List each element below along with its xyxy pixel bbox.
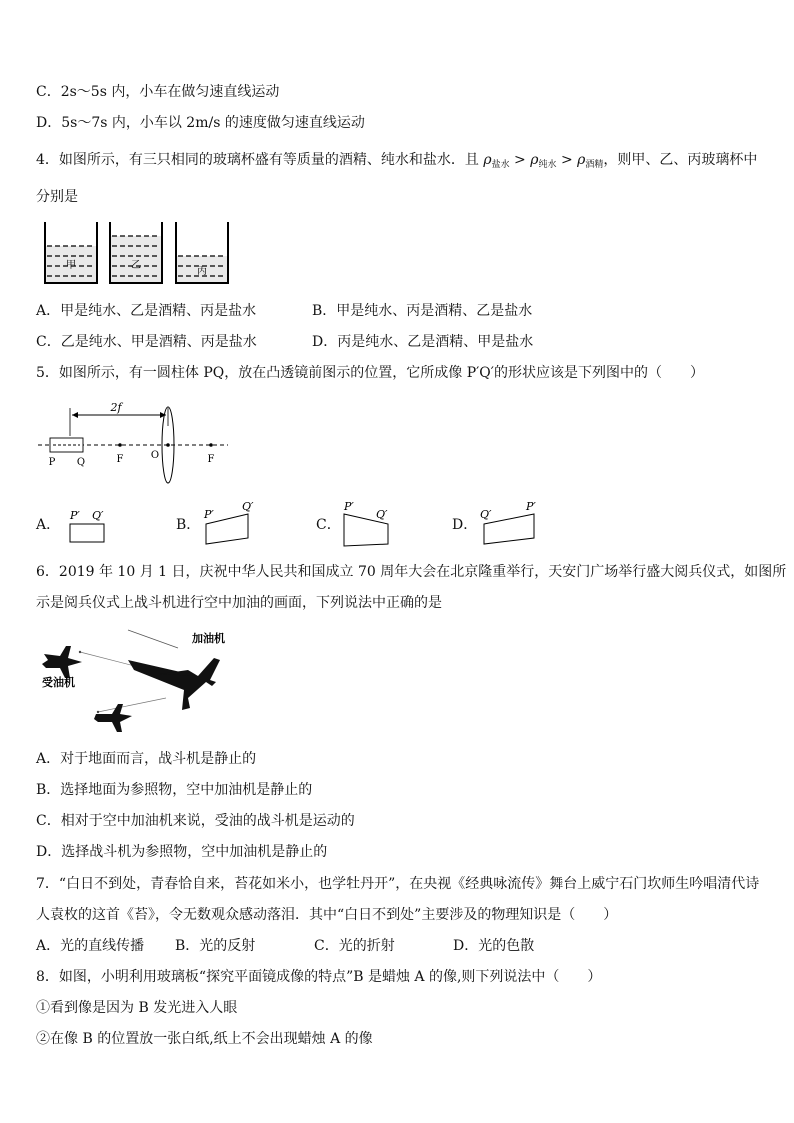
q7-option-c: C．光的折射 xyxy=(314,938,395,954)
q5-option-a-letter: A． xyxy=(36,517,61,533)
rho-symbol: ρ xyxy=(577,152,586,168)
q4-option-a: A．甲是纯水、乙是酒精、丙是盐水 xyxy=(36,303,257,319)
density-subscript-alcohol: 酒精 xyxy=(585,160,604,170)
option-d-p: P′ xyxy=(526,500,536,513)
cup-label-bing: 丙 xyxy=(197,266,207,277)
option-c-q: Q′ xyxy=(376,508,388,521)
cup-label-jia: 甲 xyxy=(66,260,76,271)
label-tanker: 加油机 xyxy=(192,632,225,645)
label-f-right: F xyxy=(207,454,215,465)
q5-option-d-letter: D． xyxy=(452,517,478,533)
q5-option-b-shape xyxy=(198,496,268,552)
q6-stem-line2: 示是阅兵仪式上战斗机进行空中加油的画面，下列说法中正确的是 xyxy=(36,595,442,611)
q7-option-d: D．光的色散 xyxy=(453,938,535,954)
q5-option-b-letter: B． xyxy=(176,517,201,533)
q8-statement-1: ①看到像是因为 B 发光进入人眼 xyxy=(36,1000,238,1016)
q8-stem: 8．如图，小明利用玻璃板“探究平面镜成像的特点”B 是蜡烛 A 的像,则下列说法中（ ） xyxy=(36,969,602,985)
q5-option-c-letter: C． xyxy=(316,517,341,533)
cup-label-yi: 乙 xyxy=(131,260,141,271)
rho-symbol: ρ xyxy=(483,152,492,168)
q6-option-c: C．相对于空中加油机来说，受油的战斗机是运动的 xyxy=(36,813,355,829)
q7-stem-line1: 7．“白日不到处，青春恰自来，苔花如米小，也学牡丹开”，在央视《经典咏流传》舞台上威宁石门坎师生吟唱清代诗 xyxy=(36,876,760,892)
q5-option-d-shape xyxy=(474,496,546,552)
greater-than: > xyxy=(556,152,578,168)
option-c-p: P′ xyxy=(344,500,354,513)
label-o: O xyxy=(150,450,160,461)
two-f-label: 2f xyxy=(110,401,122,414)
cup-yi xyxy=(110,222,162,283)
q4-option-d: D．丙是纯水、乙是酒精、甲是盐水 xyxy=(312,334,534,350)
q5-lens-diagram xyxy=(36,398,236,488)
q4-stem-end: ，则甲、乙、丙玻璃杯中 xyxy=(603,152,758,168)
label-q: Q xyxy=(76,457,86,468)
option-a-p: P′ xyxy=(70,509,80,522)
fighter-jet-icon-bottom xyxy=(94,704,132,732)
cup-bing xyxy=(176,222,228,283)
q4-cups-figure xyxy=(40,218,240,288)
q7-option-a: A．光的直线传播 xyxy=(36,938,145,954)
q7-option-b: B．光的反射 xyxy=(175,938,256,954)
rho-symbol: ρ xyxy=(530,152,539,168)
fighter-jet-icon-left xyxy=(42,646,82,678)
q6-stem-line1: 6．2019 年 10 月 1 日，庆祝中华人民共和国成立 70 周年大会在北京隆重举行，天安门广场举行盛大阅兵仪式，如图所 xyxy=(36,564,787,580)
density-subscript-purewater: 纯水 xyxy=(538,160,557,170)
q4-stem-text: 4．如图所示，有三只相同的玻璃杯盛有等质量的酒精、纯水和盐水．且 xyxy=(36,152,484,168)
q5-option-c-shape xyxy=(338,496,408,552)
option-b-p: P′ xyxy=(204,508,214,521)
label-receiver: 受油机 xyxy=(42,676,75,689)
q5-option-a-shape xyxy=(62,504,114,550)
q4-stem-line2: 分别是 xyxy=(36,189,78,205)
q6-option-a: A．对于地面而言，战斗机是静止的 xyxy=(36,751,257,767)
option-b-q: Q′ xyxy=(242,500,254,513)
q3-option-d: D．5s～7s 内，小车以 2m/s 的速度做匀速直线运动 xyxy=(36,115,365,131)
option-d-q: Q′ xyxy=(480,508,492,521)
label-f-left: F xyxy=(116,454,124,465)
cup-jia xyxy=(45,222,97,283)
q6-refuel-figure xyxy=(38,624,238,736)
label-p: P xyxy=(48,457,56,468)
q6-option-b: B．选择地面为参照物，空中加油机是静止的 xyxy=(36,782,313,798)
density-subscript-saltwater: 盐水 xyxy=(491,160,510,170)
q3-option-c: C．2s～5s 内，小车在做匀速直线运动 xyxy=(36,84,280,100)
q4-option-c: C．乙是纯水、甲是酒精、丙是盐水 xyxy=(36,334,257,350)
q4-stem-line1 xyxy=(36,151,757,174)
q8-statement-2: ②在像 B 的位置放一张白纸,纸上不会出现蜡烛 A 的像 xyxy=(36,1031,373,1047)
option-a-q: Q′ xyxy=(92,509,104,522)
tanker-aircraft-icon xyxy=(128,658,220,710)
greater-than: > xyxy=(509,152,531,168)
q4-option-b: B．甲是纯水、丙是酒精、乙是盐水 xyxy=(312,303,533,319)
q6-option-d: D．选择战斗机为参照物，空中加油机是静止的 xyxy=(36,844,328,860)
q5-stem: 5．如图所示，有一圆柱体 PQ，放在凸透镜前图示的位置，它所成像 P′Q′的形状应该是下列图中的（ ） xyxy=(36,365,704,381)
q7-stem-line2: 人袁枚的这首《苔》，令无数观众感动落泪．其中“白日不到处”主要涉及的物理知识是（ ） xyxy=(36,907,618,923)
